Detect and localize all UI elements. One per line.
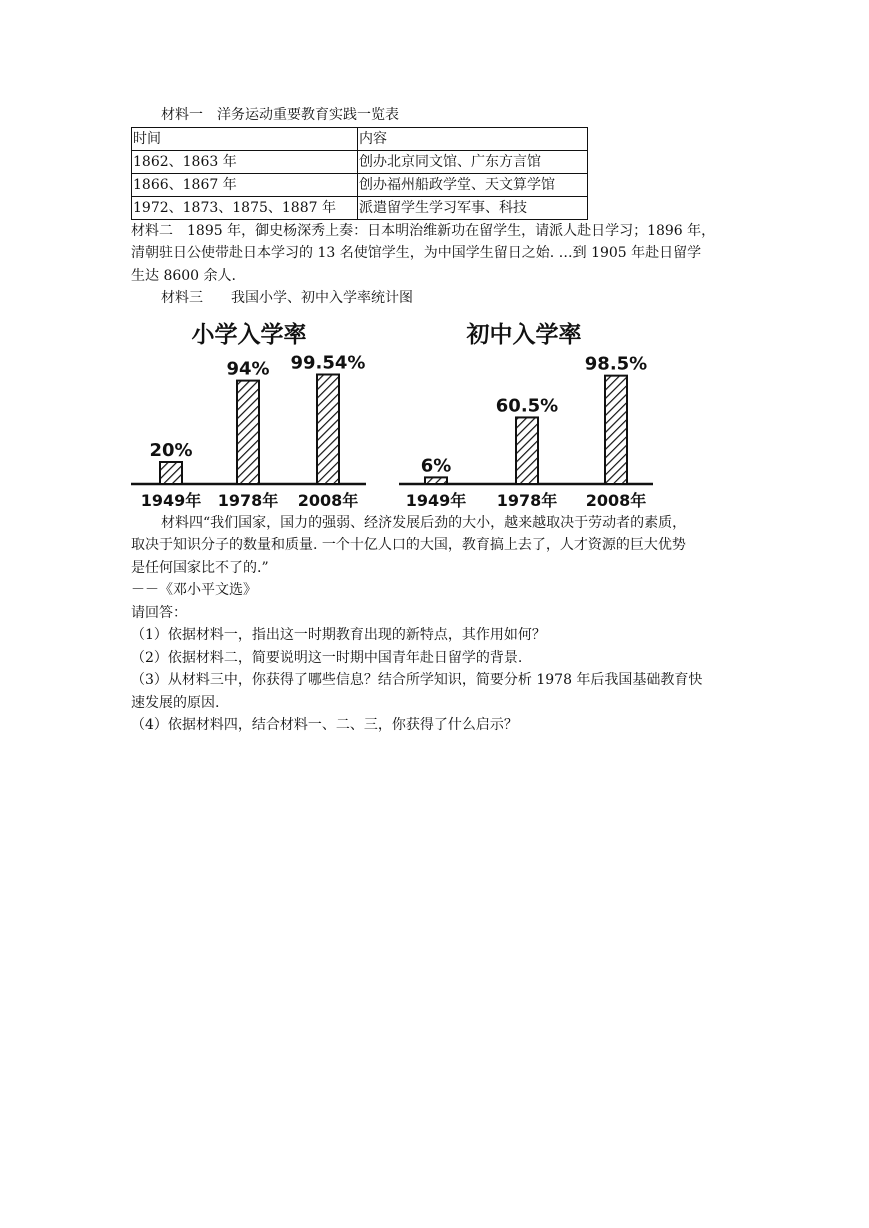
x-tick-label: 1949年 [405, 490, 467, 510]
question-2: （2）依据材料二，简要说明这一时期中国青年赴日留学的背景. [131, 649, 523, 666]
chart-title: 小学入学率 [191, 321, 307, 348]
primary-enrollment-chart [131, 321, 366, 510]
data-label: 6% [420, 454, 452, 476]
table-cell: 派遣留学生学习军事、科技 [358, 196, 588, 219]
table-header-row [132, 127, 588, 150]
x-tick-label: 1978年 [217, 490, 279, 510]
table-cell: 创办北京同文馆、广东方言馆 [358, 150, 588, 173]
bar [516, 417, 538, 484]
bar [237, 380, 259, 483]
chart-title: 初中入学率 [466, 321, 582, 348]
material4-line: 取决于知识分子的数量和质量. 一个十亿人口的大国，教育搞上去了，人才资源的巨大优势 [131, 537, 686, 553]
data-label: 98.5% [584, 353, 648, 375]
education-table [131, 127, 588, 220]
x-tick-label: 2008年 [297, 490, 359, 510]
data-label: 94% [226, 358, 270, 380]
material2-paragraph [131, 220, 739, 288]
material1-title: 材料一 洋务运动重要教育实践一览表 [161, 107, 399, 123]
data-label: 20% [149, 439, 193, 461]
table-row [132, 150, 588, 173]
bar [425, 477, 447, 484]
bar [605, 375, 627, 483]
x-tick-label: 1978年 [496, 490, 558, 510]
question-3-cont: 速发展的原因. [131, 694, 220, 711]
questions [131, 602, 739, 737]
table-header-cell: 时间 [132, 127, 358, 150]
table-header-cell: 内容 [358, 127, 588, 150]
material4-line: 材料四“我们国家，国力的强弱、经济发展后劲的大小，越来越取决于劳动者的素质， [161, 514, 687, 531]
x-tick-label: 2008年 [585, 490, 647, 510]
questions-prompt: 请回答： [131, 604, 187, 621]
junior-enrollment-chart [399, 321, 653, 510]
material4-paragraph [131, 512, 739, 602]
question-1: （1）依据材料一，指出这一时期教育出现的新特点，其作用如何？ [131, 627, 546, 643]
data-label: 99.54% [290, 352, 366, 374]
bar [317, 374, 339, 483]
table-cell: 1862、1863 年 [132, 150, 358, 173]
table-row [132, 196, 588, 219]
enrollment-charts [131, 312, 653, 512]
data-label: 60.5% [495, 394, 559, 416]
material4-source: －－《邓小平文选》 [131, 582, 257, 598]
material2-line: 清朝驻日公使带赴日本学习的 13 名使馆学生，为中国学生留日之始. …到 1905 年赴日留学 [131, 245, 702, 261]
material4-line: 是任何国家比不了的.” [131, 559, 269, 576]
table-cell: 1972、1873、1875、1887 年 [132, 196, 358, 219]
material2-line: 材料二 1895 年，御史杨深秀上奏：日本明治维新功在留学生，请派人赴日学习；1896 年， [131, 222, 716, 239]
question-4: （4）依据材料四，结合材料一、二、三，你获得了什么启示？ [131, 717, 518, 733]
question-3: （3）从材料三中，你获得了哪些信息？结合所学知识，简要分析 1978 年后我国基础教育快 [131, 672, 703, 688]
document-page [131, 104, 739, 737]
bar [160, 462, 182, 484]
table-cell: 1866、1867 年 [132, 173, 358, 196]
material3-title: 材料三 我国小学、初中入学率统计图 [161, 290, 413, 306]
x-tick-label: 1949年 [140, 490, 202, 510]
material2-line: 生达 8600 余人. [131, 267, 236, 284]
table-cell: 创办福州船政学堂、天文算学馆 [358, 173, 588, 196]
table-row [132, 173, 588, 196]
